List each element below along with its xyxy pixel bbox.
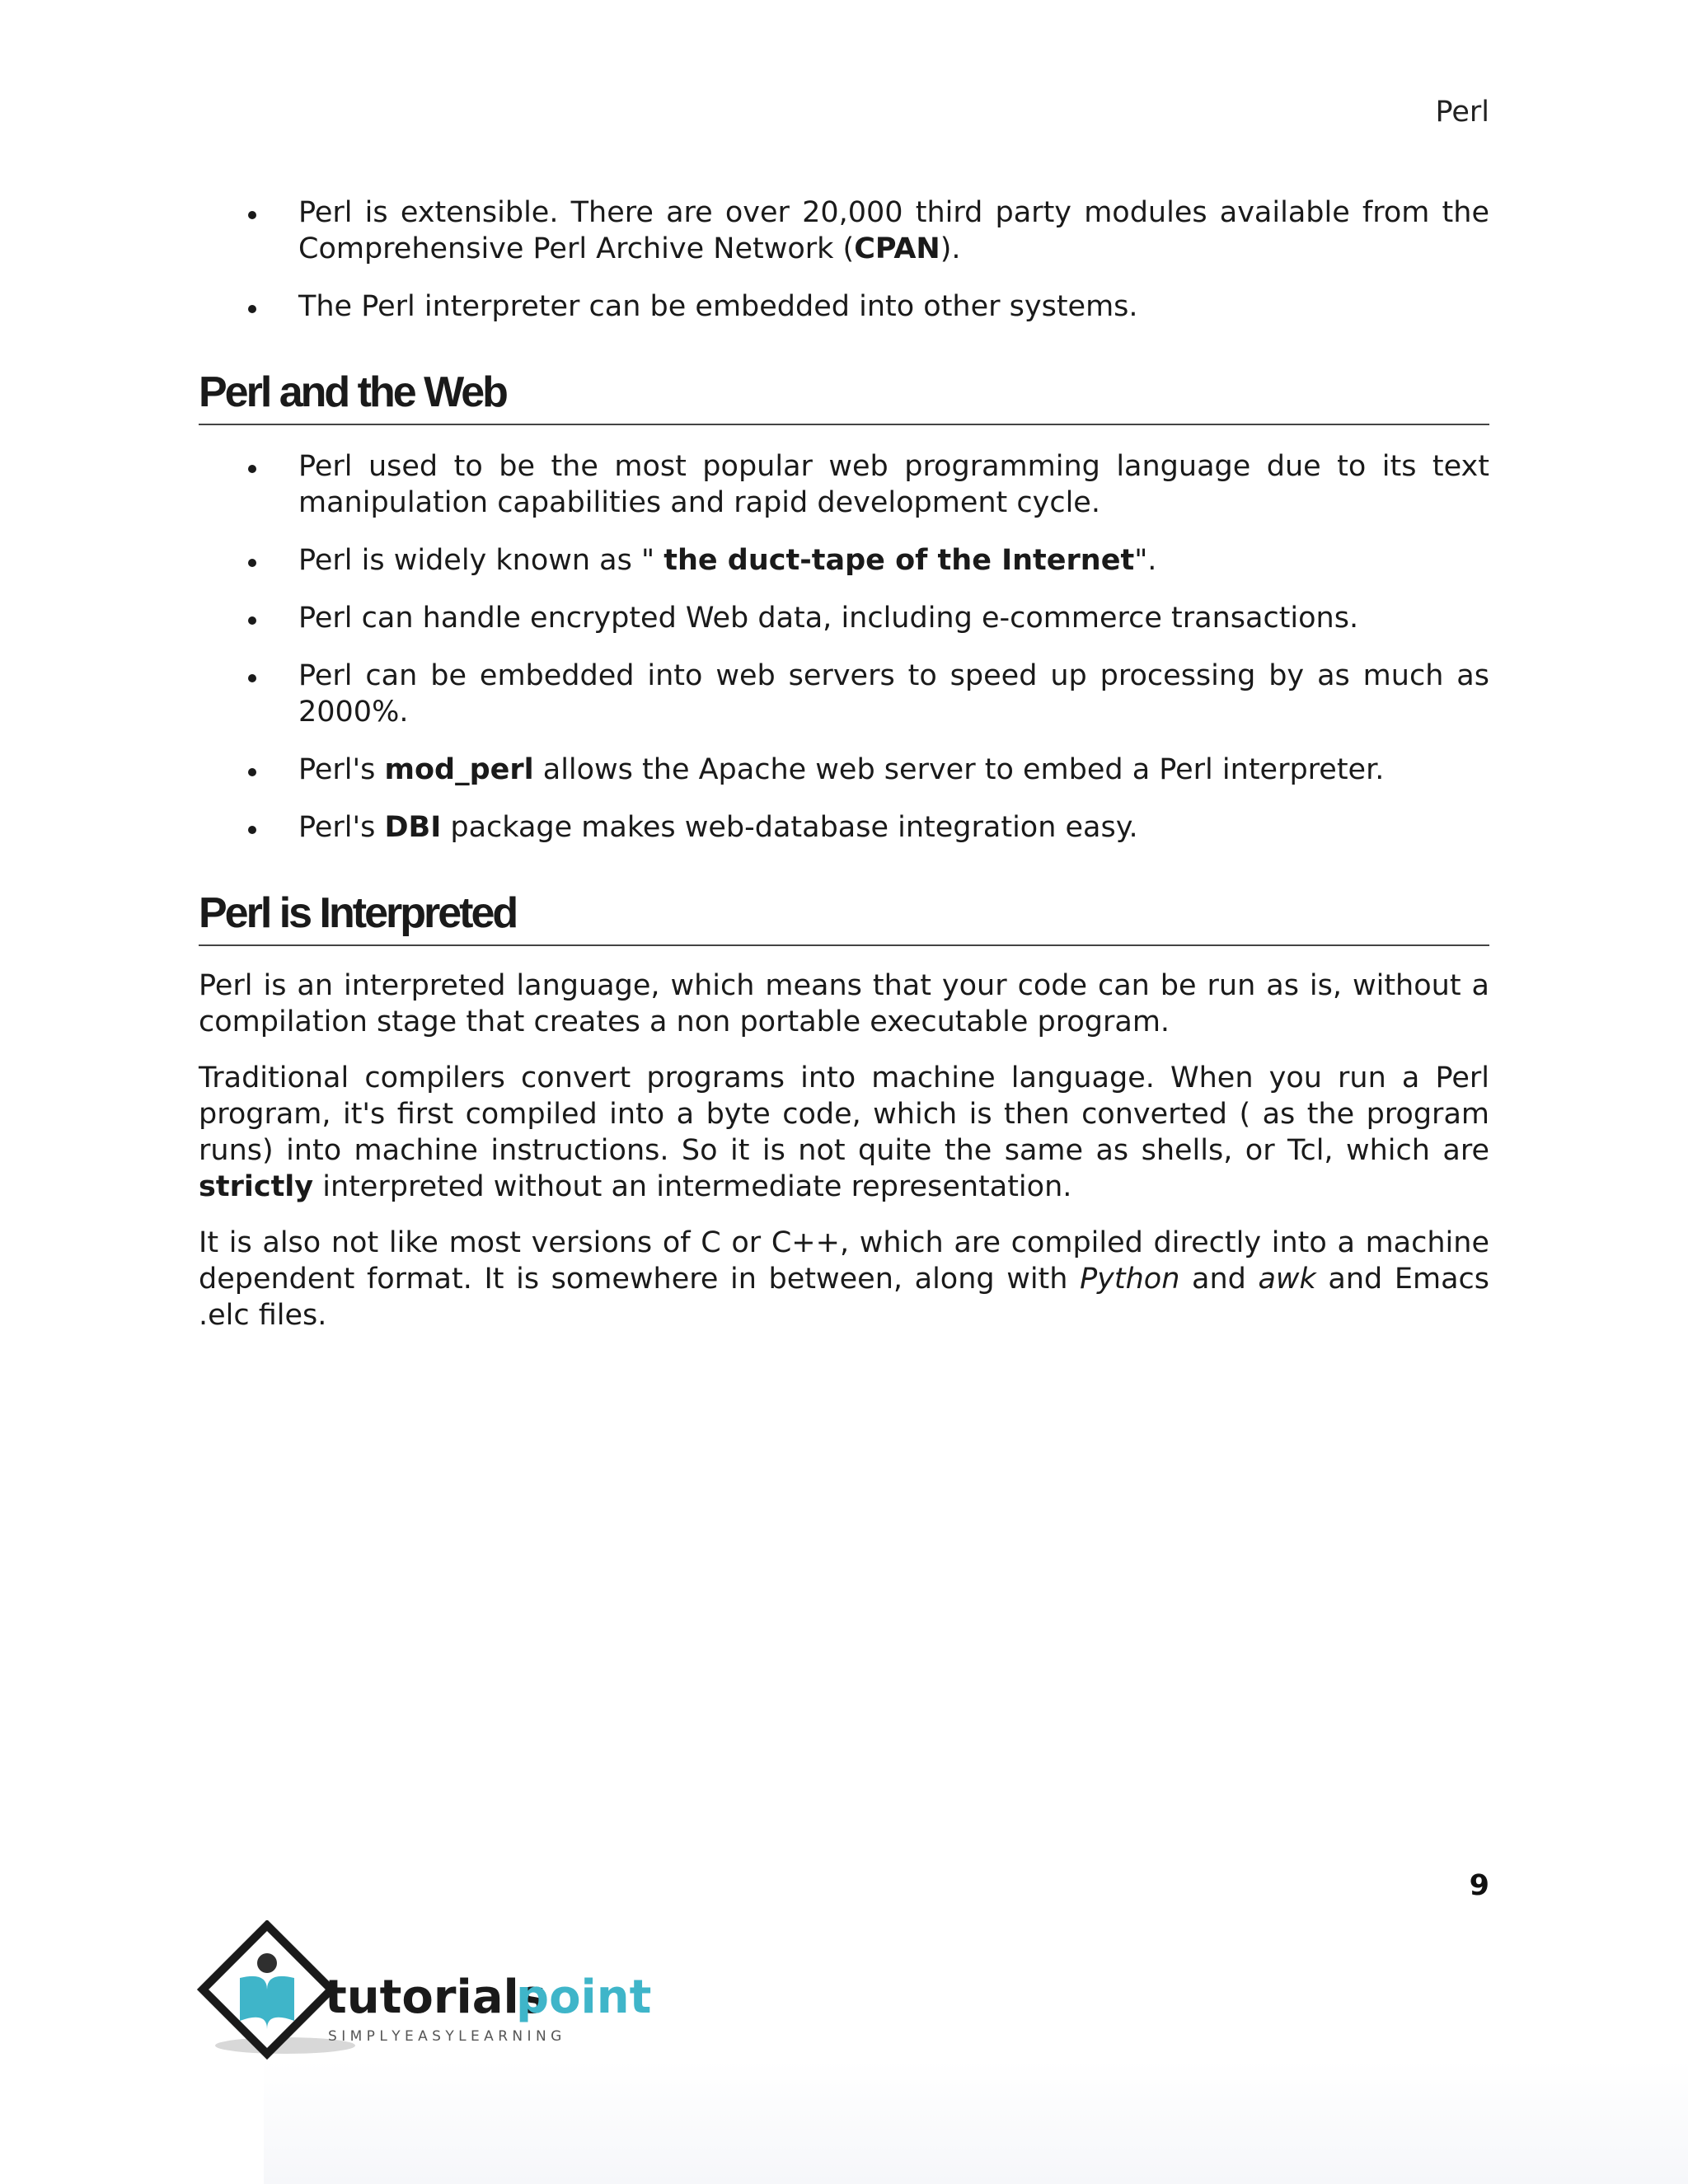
- bullet-icon: [248, 305, 256, 313]
- logo-tagline: S I M P L Y E A S Y L E A R N I N G: [328, 2028, 562, 2045]
- bullet-icon: [248, 616, 256, 625]
- web-bullet-list: [199, 448, 1489, 846]
- list-item: Perl's mod_perl allows the Apache web server to embed a Perl interpreter.: [199, 752, 1489, 788]
- list-item: Perl's DBI package makes web-database integration easy.: [199, 809, 1489, 846]
- reader-head-icon: [257, 1953, 277, 1973]
- bullet-icon: [248, 768, 256, 776]
- paragraph-1: Perl is an interpreted language, which means that your code can be run as is, without a compilation stage that creates a non portable executable program.: [199, 969, 1489, 1038]
- page-header-title: Perl: [1435, 96, 1489, 129]
- bullet-icon: [248, 674, 256, 682]
- list-item: Perl is extensible. There are over 20,000 third party modules available from the Comprehensive Perl Archive Network (CPAN).: [199, 194, 1489, 267]
- paragraph-3: It is also not like most versions of C or C++, which are compiled directly into a machine dependent format. It is somewhere in between, along with Python and awk and Emacs .elc files.: [199, 1226, 1490, 1332]
- list-item: The Perl interpreter can be embedded into other systems.: [199, 288, 1489, 325]
- logo-word-point: point: [516, 1971, 652, 2024]
- footer-shade: [264, 2060, 1688, 2184]
- list-item: Perl used to be the most popular web programming language due to its text manipulation capabilities and rapid development cycle.: [199, 448, 1489, 521]
- list-item: Perl is widely known as " the duct-tape of the Internet".: [199, 542, 1489, 579]
- section-heading-interpreted: Perl is Interpreted: [199, 887, 1489, 946]
- list-item: Perl can handle encrypted Web data, including e-commerce transactions.: [199, 600, 1489, 636]
- bullet-icon: [248, 826, 256, 834]
- page-content: [199, 194, 1489, 1353]
- bullet-icon: [248, 211, 256, 219]
- intro-bullet-list: [199, 194, 1489, 325]
- paragraph-2: Traditional compilers convert programs into machine language. When you run a Perl program, it's first compiled into a byte code, which is then converted ( as the program runs) into machine instructions. So it is not quite the same as shells, or Tcl, which are strictly interpreted without an intermediate representation.: [199, 1062, 1489, 1203]
- bullet-icon: [248, 465, 256, 473]
- page-number: 9: [1469, 1869, 1489, 1902]
- tutorialspoint-logo: [195, 1920, 673, 2060]
- bullet-icon: [248, 559, 256, 567]
- logo-word-tutorials: tutorials: [325, 1971, 547, 2024]
- list-item: Perl can be embedded into web servers to speed up processing by as much as 2000%.: [199, 658, 1489, 730]
- section-heading-web: Perl and the Web: [199, 366, 1489, 425]
